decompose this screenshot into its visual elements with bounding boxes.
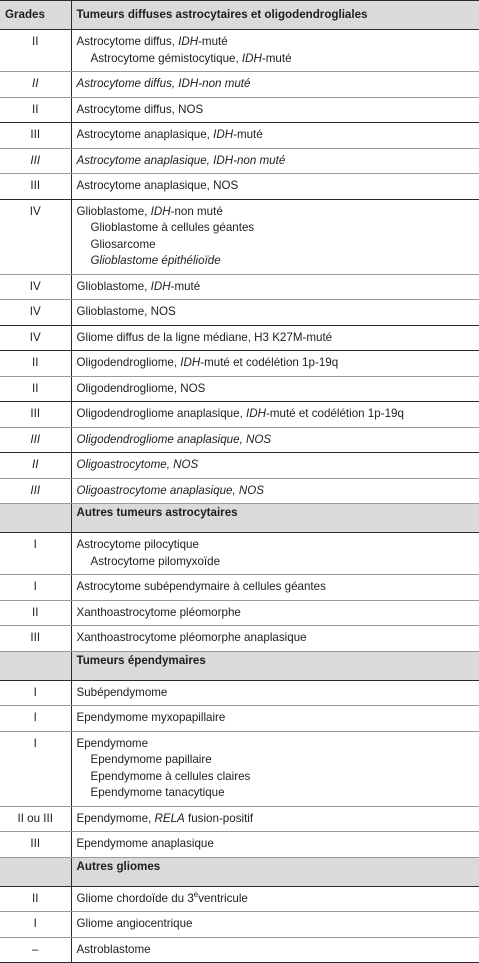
tumor-variant: Astrocytome pilomyxoïde: [90, 554, 221, 568]
section-header-blank: [0, 857, 71, 886]
tumor-name: Ependymome, RELA fusion-positif: [71, 806, 479, 832]
grade-cell: III: [0, 478, 71, 504]
table-row: [0, 575, 479, 601]
grade-cell: –: [0, 937, 71, 963]
tumor-name: Astrocytome subépendymaire à cellules géantes: [71, 575, 479, 601]
tumor-variant: Glioblastome épithélioïde: [90, 254, 221, 267]
grade-cell: II: [0, 376, 71, 402]
tumor-name: Astrocytome anaplasique, IDH-muté: [71, 123, 479, 149]
table-row: [0, 453, 479, 479]
grade-cell: I: [0, 731, 71, 806]
table-row: [0, 325, 479, 351]
section-title-diffuse: Tumeurs diffuses astrocytaires et oligodendrogliales: [71, 1, 479, 30]
section-title-ependymal: Tumeurs épendymaires: [71, 651, 479, 680]
tumor-name: Subépendymome: [71, 680, 479, 706]
tumor-cell: [71, 199, 479, 274]
section-title-astrocytic: Autres tumeurs astrocytaires: [71, 504, 479, 533]
table-row: [0, 148, 479, 174]
grade-cell: III: [0, 123, 71, 149]
grade-cell: IV: [0, 274, 71, 300]
tumor-name: Glioblastome, NOS: [71, 300, 479, 326]
table-row: [0, 427, 479, 453]
tumor-variant: Ependymome à cellules claires: [90, 769, 251, 783]
section-header-row: [0, 857, 479, 886]
table-row: [0, 478, 479, 504]
table-row: [0, 174, 479, 200]
tumor-variant: Glioblastome à cellules géantes: [90, 221, 255, 234]
tumor-variant: Astrocytome gémistocytique, IDH-muté: [90, 51, 292, 65]
grade-cell: II: [0, 72, 71, 98]
tumor-name: Astrocytome anaplasique, IDH-non muté: [71, 148, 479, 174]
tumor-name: Oligodendrogliome, NOS: [71, 376, 479, 402]
tumor-name: Astrocytome diffus, IDH-non muté: [71, 72, 479, 98]
tumor-name: Oligodendrogliome anaplasique, IDH-muté et codélétion 1p-19q: [71, 402, 479, 428]
grade-cell: II: [0, 97, 71, 123]
grade-cell: III: [0, 626, 71, 652]
grade-cell: I: [0, 706, 71, 732]
table-row: [0, 806, 479, 832]
grade-cell: IV: [0, 300, 71, 326]
table-row: [0, 912, 479, 938]
tumor-name: Astrocytome pilocytique: [76, 538, 199, 551]
tumor-name: Oligodendrogliome anaplasique, NOS: [71, 427, 479, 453]
grade-cell: IV: [0, 199, 71, 274]
table-row: [0, 533, 479, 575]
grade-cell: III: [0, 402, 71, 428]
grade-cell: III: [0, 148, 71, 174]
grade-cell: II: [0, 886, 71, 912]
tumor-name: Ependymome: [76, 736, 149, 750]
table-row: [0, 97, 479, 123]
table-row: [0, 30, 479, 72]
tumor-name: Astrocytome anaplasique, NOS: [71, 174, 479, 200]
table-row: [0, 199, 479, 274]
tumor-name: Astrocytome diffus, NOS: [71, 97, 479, 123]
tumor-variant: Ependymome tanacytique: [90, 786, 225, 799]
tumor-name: Gliome chordoïde du 3eventricule: [71, 886, 479, 912]
grades-column-header: Grades: [0, 1, 71, 30]
table-row: [0, 123, 479, 149]
tumor-name: Xanthoastrocytome pléomorphe: [71, 600, 479, 626]
grade-cell: I: [0, 533, 71, 575]
tumor-name: Astrocytome diffus, IDH-muté: [76, 35, 228, 48]
grade-cell: II: [0, 453, 71, 479]
grade-cell: III: [0, 427, 71, 453]
section-header-blank: [0, 504, 71, 533]
grade-cell: III: [0, 832, 71, 858]
tumor-name: Oligoastrocytome anaplasique, NOS: [71, 478, 479, 504]
grade-cell: IV: [0, 325, 71, 351]
tumor-name: Gliome angiocentrique: [71, 912, 479, 938]
table-row: [0, 351, 479, 377]
tumor-cell: [71, 731, 479, 806]
table-row: [0, 886, 479, 912]
grade-cell: I: [0, 575, 71, 601]
table-row: [0, 731, 479, 806]
table-row: [0, 680, 479, 706]
tumor-name: Astroblastome: [71, 937, 479, 963]
tumor-cell: [71, 533, 479, 575]
tumor-name: Ependymome anaplasique: [71, 832, 479, 858]
grade-cell: II: [0, 600, 71, 626]
grade-cell: I: [0, 912, 71, 938]
section-header-row: [0, 504, 479, 533]
table-row: [0, 72, 479, 98]
table-row: [0, 937, 479, 963]
tumor-name: Ependymome myxopapillaire: [71, 706, 479, 732]
grade-cell: II ou III: [0, 806, 71, 832]
grade-cell: III: [0, 174, 71, 200]
tumor-name: Gliome diffus de la ligne médiane, H3 K27M-muté: [71, 325, 479, 351]
tumor-name: Glioblastome, IDH-muté: [71, 274, 479, 300]
table-row: [0, 600, 479, 626]
tumor-name: Oligodendrogliome, IDH-muté et codélétion 1p-19q: [71, 351, 479, 377]
section-title-other-gliomas: Autres gliomes: [71, 857, 479, 886]
table-header-row: [0, 1, 479, 30]
table-row: [0, 706, 479, 732]
grade-cell: I: [0, 680, 71, 706]
grade-cell: II: [0, 351, 71, 377]
section-header-row: [0, 651, 479, 680]
table-row: [0, 274, 479, 300]
table-row: [0, 376, 479, 402]
table-row: [0, 626, 479, 652]
tumor-variant: Gliosarcome: [90, 237, 156, 251]
grade-cell: II: [0, 30, 71, 72]
tumor-variant: Ependymome papillaire: [90, 753, 212, 766]
table-row: [0, 300, 479, 326]
table-row: [0, 402, 479, 428]
tumor-cell: [71, 30, 479, 72]
tumor-name: Oligoastrocytome, NOS: [71, 453, 479, 479]
table-row: [0, 832, 479, 858]
tumor-name: Glioblastome, IDH-non muté: [76, 204, 223, 218]
tumor-name: Xanthoastrocytome pléomorphe anaplasique: [71, 626, 479, 652]
section-header-blank: [0, 651, 71, 680]
